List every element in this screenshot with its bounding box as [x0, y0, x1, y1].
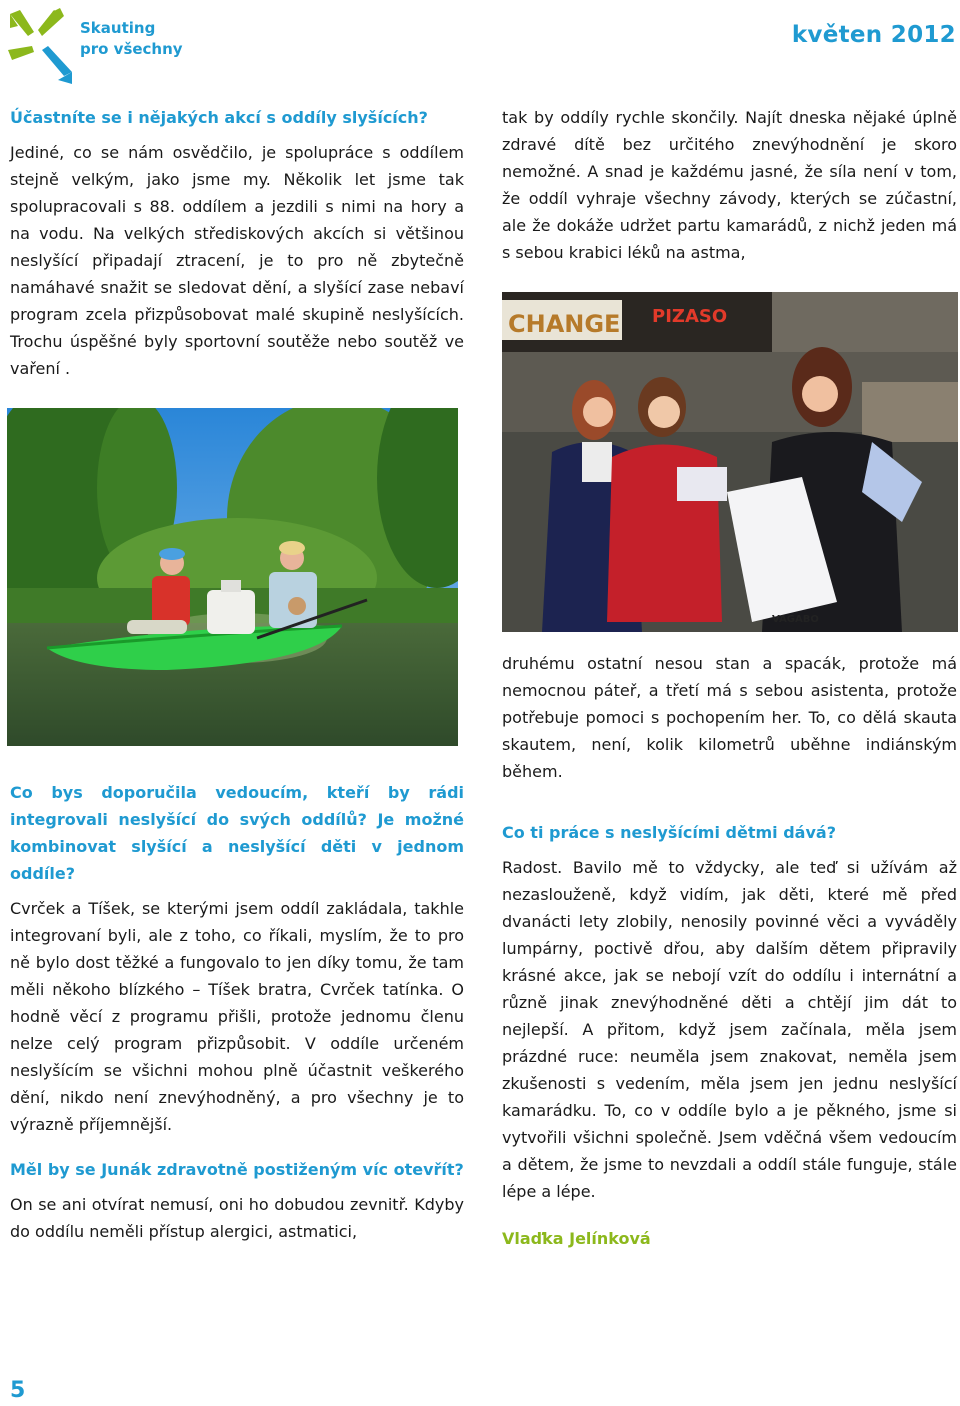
right-column-bottom — [502, 650, 957, 1252]
skauting-logo — [6, 6, 186, 86]
right-column-top — [502, 104, 957, 266]
arrows-logo-icon — [6, 6, 76, 86]
answer-paragraph-1: Jediné, co se nám osvědčilo, je spolupráce s oddílem stejně velkým, jako jsme my. Několik let jsme tak spolupracovali s 88. oddílem a jezdili s nimi na hory a na vodu. Na velkých střediskových akcích si většinou neslyšící připadají ztracení, je to pro ně zbytečně namáhavé snažit se sledovat dění, a slyšící zase nebaví program zcela přizpůsobovat malé skupině neslyšících. Trochu úspěšné byly sportovní soutěže nebo soutěž ve vaření . — [10, 143, 464, 378]
author-signature: Vlaďka Jelínková — [502, 1229, 651, 1248]
left-column-bottom — [10, 779, 464, 1245]
question-heading-3: Měl by se Junák zdravotně postiženým víc otevřít? — [10, 1160, 464, 1179]
question-heading-2: Co bys doporučila vedoucím, kteří by rádi integrovali neslyšící do svých oddílů? Je možné kombinovat slyšící a neslyšící děti v jednom oddíle? — [10, 783, 464, 883]
street-photo — [502, 292, 958, 632]
issue-date: květen 2012 — [791, 22, 956, 48]
bag-brand-text: VAGABO — [772, 614, 819, 625]
sign-pizaso-text: PIZASO — [652, 306, 728, 327]
question-heading-1: Účastníte se i nějakých akcí s oddíly slyšících? — [10, 108, 428, 127]
sign-change-text: CHANGE — [508, 310, 621, 338]
continued-paragraph: tak by oddíly rychle skončily. Najít dneska nějaké úplně zdravé dítě bez určitého znevýhodnění je skoro nemožné. A snad je každému jasné, že síla není v tom, že oddíl vyhraje všechny závody, kterých se zúčastní, ale že dokáže udržet partu kamarádů, z nichž jeden má s sebou krabici léků na astma, — [502, 108, 957, 262]
logo-line-1: Skauting — [80, 19, 156, 37]
answer-paragraph-2: Cvrček a Tíšek, se kterými jsem oddíl zakládala, takhle integrovaní byli, ale z toho, co říkali, myslím, že to pro ně bylo dost těžké a fungovalo to jen díky tomu, že tam měli někoho blízkého – Tíšek bratra, Cvrček tatínka. O hodně věcí z programu přišli, protože jednomu členu nelze celý program přizpůsobit. V oddíle určeném neslyšícím se všichni mohou plně účastnit veškerého dění, nikdo není znevýhodněný, a pro všechny je to výrazně příjemnější. — [10, 899, 464, 1134]
continued-paragraph-2: druhému ostatní nesou stan a spacák, protože má nemocnou páteř, a třetí má s sebou asistenta, protože potřebuje pomoci s pochopením her. To, co dělá skauta skautem, není, kolik kilometrů uběhne indiánským během. — [502, 654, 957, 781]
left-column-top — [10, 104, 464, 382]
question-heading-4: Co ti práce s neslyšícími dětmi dává? — [502, 823, 836, 842]
answer-paragraph-3: On se ani otvírat nemusí, oni ho dobudou zevnitř. Kdyby do oddílu neměli přístup alergici, astmatici, — [10, 1195, 464, 1241]
canoe-photo — [7, 408, 458, 746]
logo-line-2: pro všechny — [80, 40, 183, 58]
answer-paragraph-4: Radost. Bavilo mě to vždycky, ale teď si užívám až nezaslouženě, když vidím, jak děti, které mě před dvanácti lety zlobily, nenosily povinné věci a vyváděly lumpárny, poctivě dřou, aby dalším dětem připravily krásné akce, jak se nebojí vzít do oddílu i internátní a různě jinak znevýhodněné děti a chtějí jim dát to nejlepší. A přitom, když jsem začínala, měla jsem prázdné ruce: neuměla jsem znakovat, neměla jsem zkušenosti s vedením, měla jsem jen jednu neslyšící kamarádku. To, co v oddíle bylo a je pěkného, jsme si vytvořili všichni společně. Jsem vděčná všem vedoucím a dětem, že jsme to nevzdali a oddíl stále funguje, stále lépe a lépe. — [502, 858, 957, 1201]
page-number: 5 — [10, 1378, 26, 1403]
logo-wordmark — [80, 18, 183, 60]
